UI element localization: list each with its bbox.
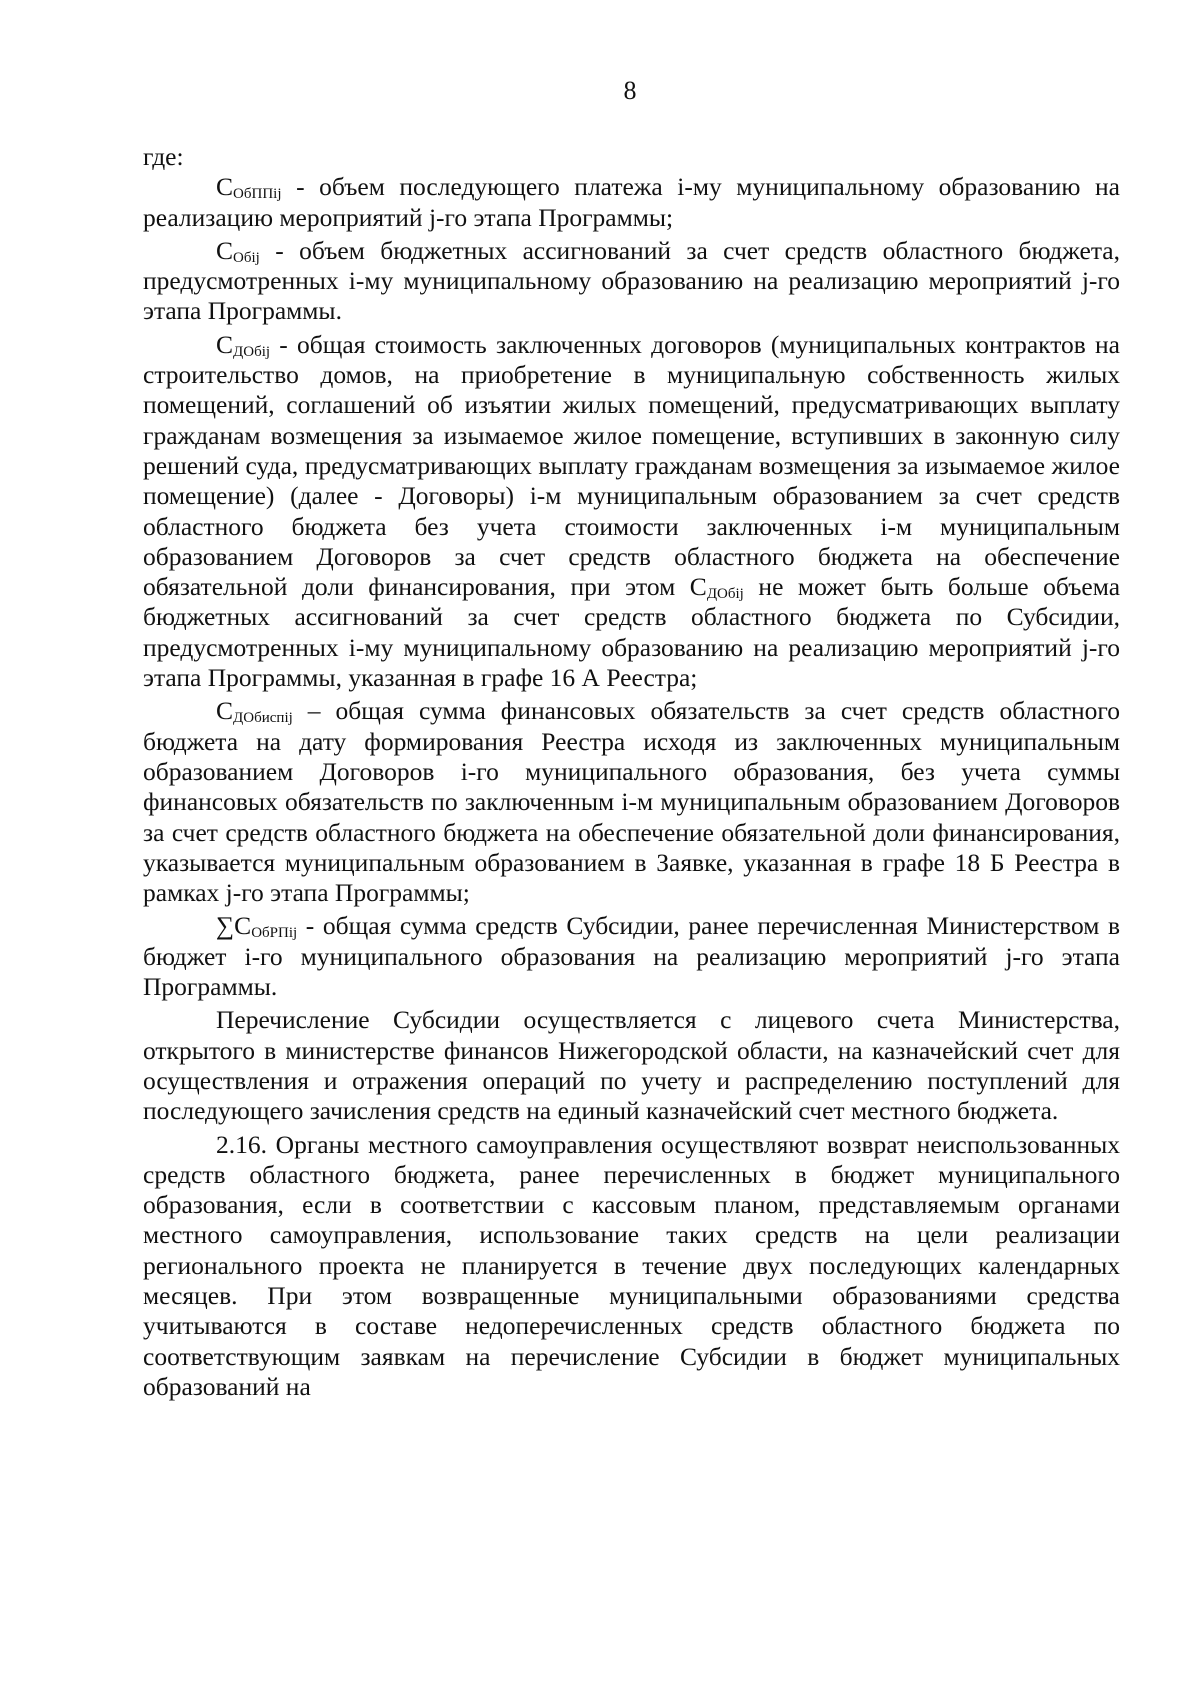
term-symbol: ∑С (216, 911, 252, 941)
term-subscript: ОбРПij (251, 925, 298, 942)
term-symbol: С (216, 172, 234, 202)
term-text: – общая сумма финансовых обязательств за счет средств областного бюджета на дату формирования Реестра исходя из заключенных муниципальным образованием Договоров i-го муниципального образования, без учета суммы финансовых обязательств по заключенным i-м муниципальным образованием Договоров за счет средств областного бюджета на обеспечение обязательной доли финансирования, указывается муниципальным образованием в Заявке, указанная в графе 18 Б Реестра в рамках j-го этапа Программы; (143, 696, 1121, 908)
page-number: 8 (623, 76, 637, 105)
document-body (143, 142, 1120, 1402)
term-subscript: Обij (233, 249, 260, 266)
term-text: - объем последующего платежа i-му муниципальному образованию на реализацию мероприятий j-го этапа Программы; (143, 172, 1120, 232)
term-subscript: ДОбij (233, 343, 271, 360)
intro-text: где: (143, 142, 184, 171)
term-text: - общая стоимость заключенных договоров (муниципальных контрактов на строительство домов, на приобретение в муниципальную собственность жилых помещений, соглашений об изъятии жилых помещений, предусматривающих выплату гражданам возмещения за изымаемое жилое помещение, вступивших в законную силу решений суда, предусматривающих выплату гражданам возмещения за изымаемое жилое помещение) (далее - Договоры) i-м муниципальным образованием за счет средств областного бюджета без учета стоимости заключенных i-м муниципальным образованием Договоров за счет средств областного бюджета на обеспечение обязательной доли финансирования, при этом (143, 329, 1120, 602)
term-symbol: С (216, 235, 234, 265)
term-subscript: ОбППij (233, 186, 282, 203)
term-definition (143, 330, 1120, 694)
term-text: - общая сумма средств Субсидии, ранее перечисленная Министерством в бюджет i-го муниципального образования на реализацию мероприятий j-го этапа Программы. (143, 911, 1120, 1002)
term-symbol-inline: С (689, 572, 707, 602)
term-subscript-inline: ДОбij (706, 586, 744, 603)
term-subscript: ДОбиспij (233, 710, 293, 727)
term-definition (143, 696, 1120, 908)
term-definition (143, 172, 1120, 233)
paragraph-2-16: 2.16. Органы местного самоуправления осуществляют возврат неиспользованных средств областного бюджета, ранее перечисленных в бюджет муниципального образования, если в соответствии с кассовым планом, представляемым органами местного самоуправления, использование таких средств на цели реализации регионального проекта не планируется в течение двух последующих календарных месяцев. При этом возвращенные муниципальными образованиями средства учитываются в составе недоперечисленных средств областного бюджета по соответствующим заявкам на перечисление Субсидии в бюджет муниципальных образований на (143, 1129, 1120, 1401)
term-symbol: С (216, 696, 234, 726)
term-definition (143, 911, 1120, 1002)
term-text: - объем бюджетных ассигнований за счет средств областного бюджета, предусмотренных i-му муниципальному образованию на реализацию мероприятий j-го этапа Программы. (143, 235, 1120, 326)
term-definition (143, 236, 1120, 327)
term-symbol: С (216, 329, 234, 359)
paragraph-transfer: Перечисление Субсидии осуществляется с лицевого счета Министерства, открытого в министерстве финансов Нижегородской области, на казначейский счет для осуществления и отражения операций по учету и распределению поступлений для последующего зачисления средств на единый казначейский счет местного бюджета. (143, 1005, 1120, 1126)
term-text: не может быть больше объема бюджетных ассигнований за счет средств областного бюджета по Субсидии, предусмотренных i-му муниципальному образованию на реализацию мероприятий j-го этапа Программы, указанная в графе 16 А Реестра; (143, 572, 1121, 693)
